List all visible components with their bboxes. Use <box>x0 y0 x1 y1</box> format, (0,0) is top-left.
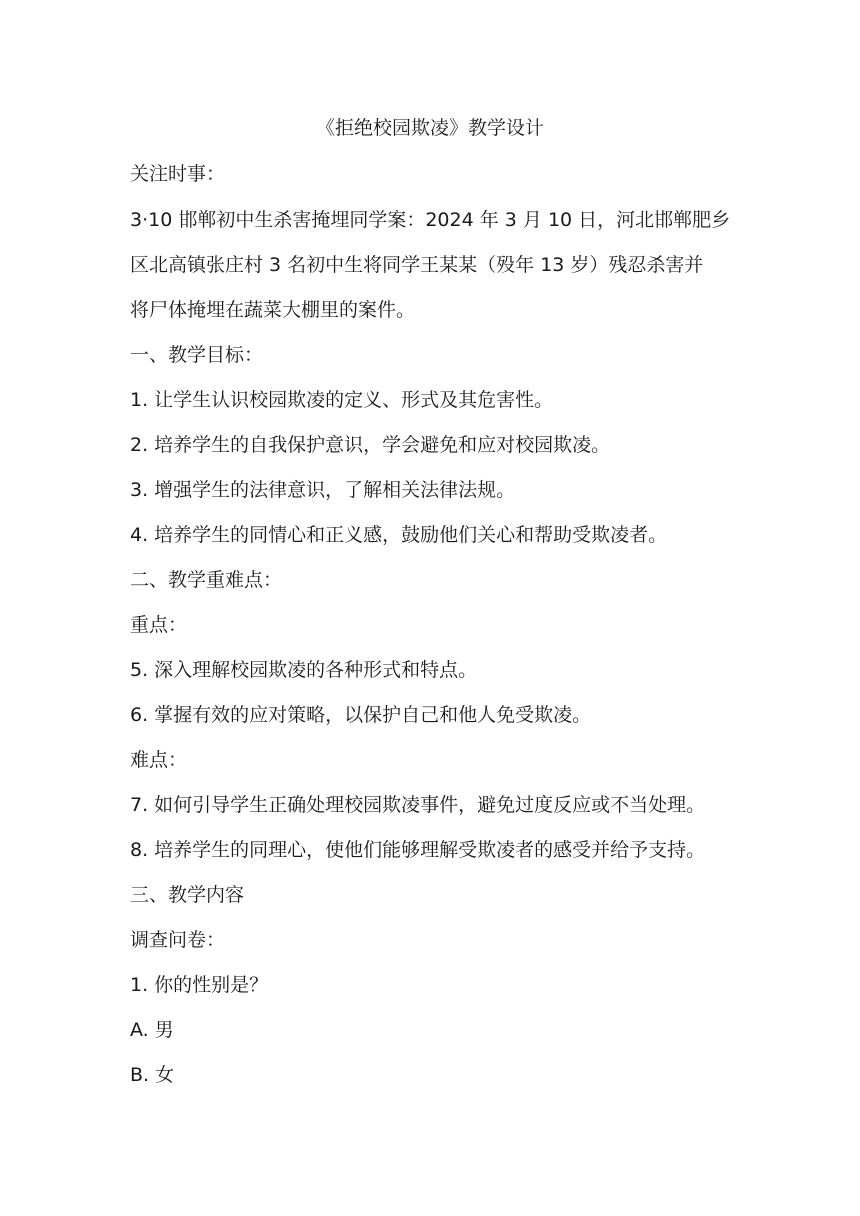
list-item-goal-2: 2. 培养学生的自我保护意识，学会避免和应对校园欺凌。 <box>130 434 611 456</box>
document-title: 《拒绝校园欺凌》教学设计 <box>315 117 544 139</box>
section-heading-goals: 一、教学目标： <box>130 344 264 366</box>
list-item-goal-3: 3. 增强学生的法律意识，了解相关法律法规。 <box>130 479 516 501</box>
survey-question-1: 1. 你的性别是？ <box>130 974 269 996</box>
survey-option-b: B. 女 <box>130 1064 175 1086</box>
paragraph-case-line-2: 区北高镇张庄村 3 名初中生将同学王某某（殁年 13 岁）残忍杀害并 <box>130 254 704 276</box>
list-item-difficulty-7: 7. 如何引导学生正确处理校园欺凌事件，避免过度反应或不当处理。 <box>130 794 706 816</box>
subheading-survey: 调查问卷： <box>130 929 226 951</box>
survey-option-a: A. 男 <box>130 1019 174 1041</box>
subheading-focus: 重点： <box>130 614 188 636</box>
list-item-difficulty-8: 8. 培养学生的同理心，使他们能够理解受欺凌者的感受并给予支持。 <box>130 839 706 861</box>
section-heading-content: 三、教学内容 <box>130 884 245 906</box>
list-item-focus-5: 5. 深入理解校园欺凌的各种形式和特点。 <box>130 659 478 681</box>
paragraph-case-line-3: 将尸体掩埋在蔬菜大棚里的案件。 <box>130 299 416 321</box>
list-item-focus-6: 6. 掌握有效的应对策略，以保护自己和他人免受欺凌。 <box>130 704 592 726</box>
section-heading-current-events: 关注时事： <box>130 163 226 185</box>
paragraph-case-line-1: 3·10 邯郸初中生杀害掩埋同学案：2024 年 3 月 10 日，河北邯郸肥乡 <box>130 209 731 231</box>
list-item-goal-1: 1. 让学生认识校园欺凌的定义、形式及其危害性。 <box>130 389 554 411</box>
section-heading-key-points: 二、教学重难点： <box>130 569 283 591</box>
list-item-goal-4: 4. 培养学生的同情心和正义感，鼓励他们关心和帮助受欺凌者。 <box>130 524 668 546</box>
subheading-difficulty: 难点： <box>130 749 188 771</box>
